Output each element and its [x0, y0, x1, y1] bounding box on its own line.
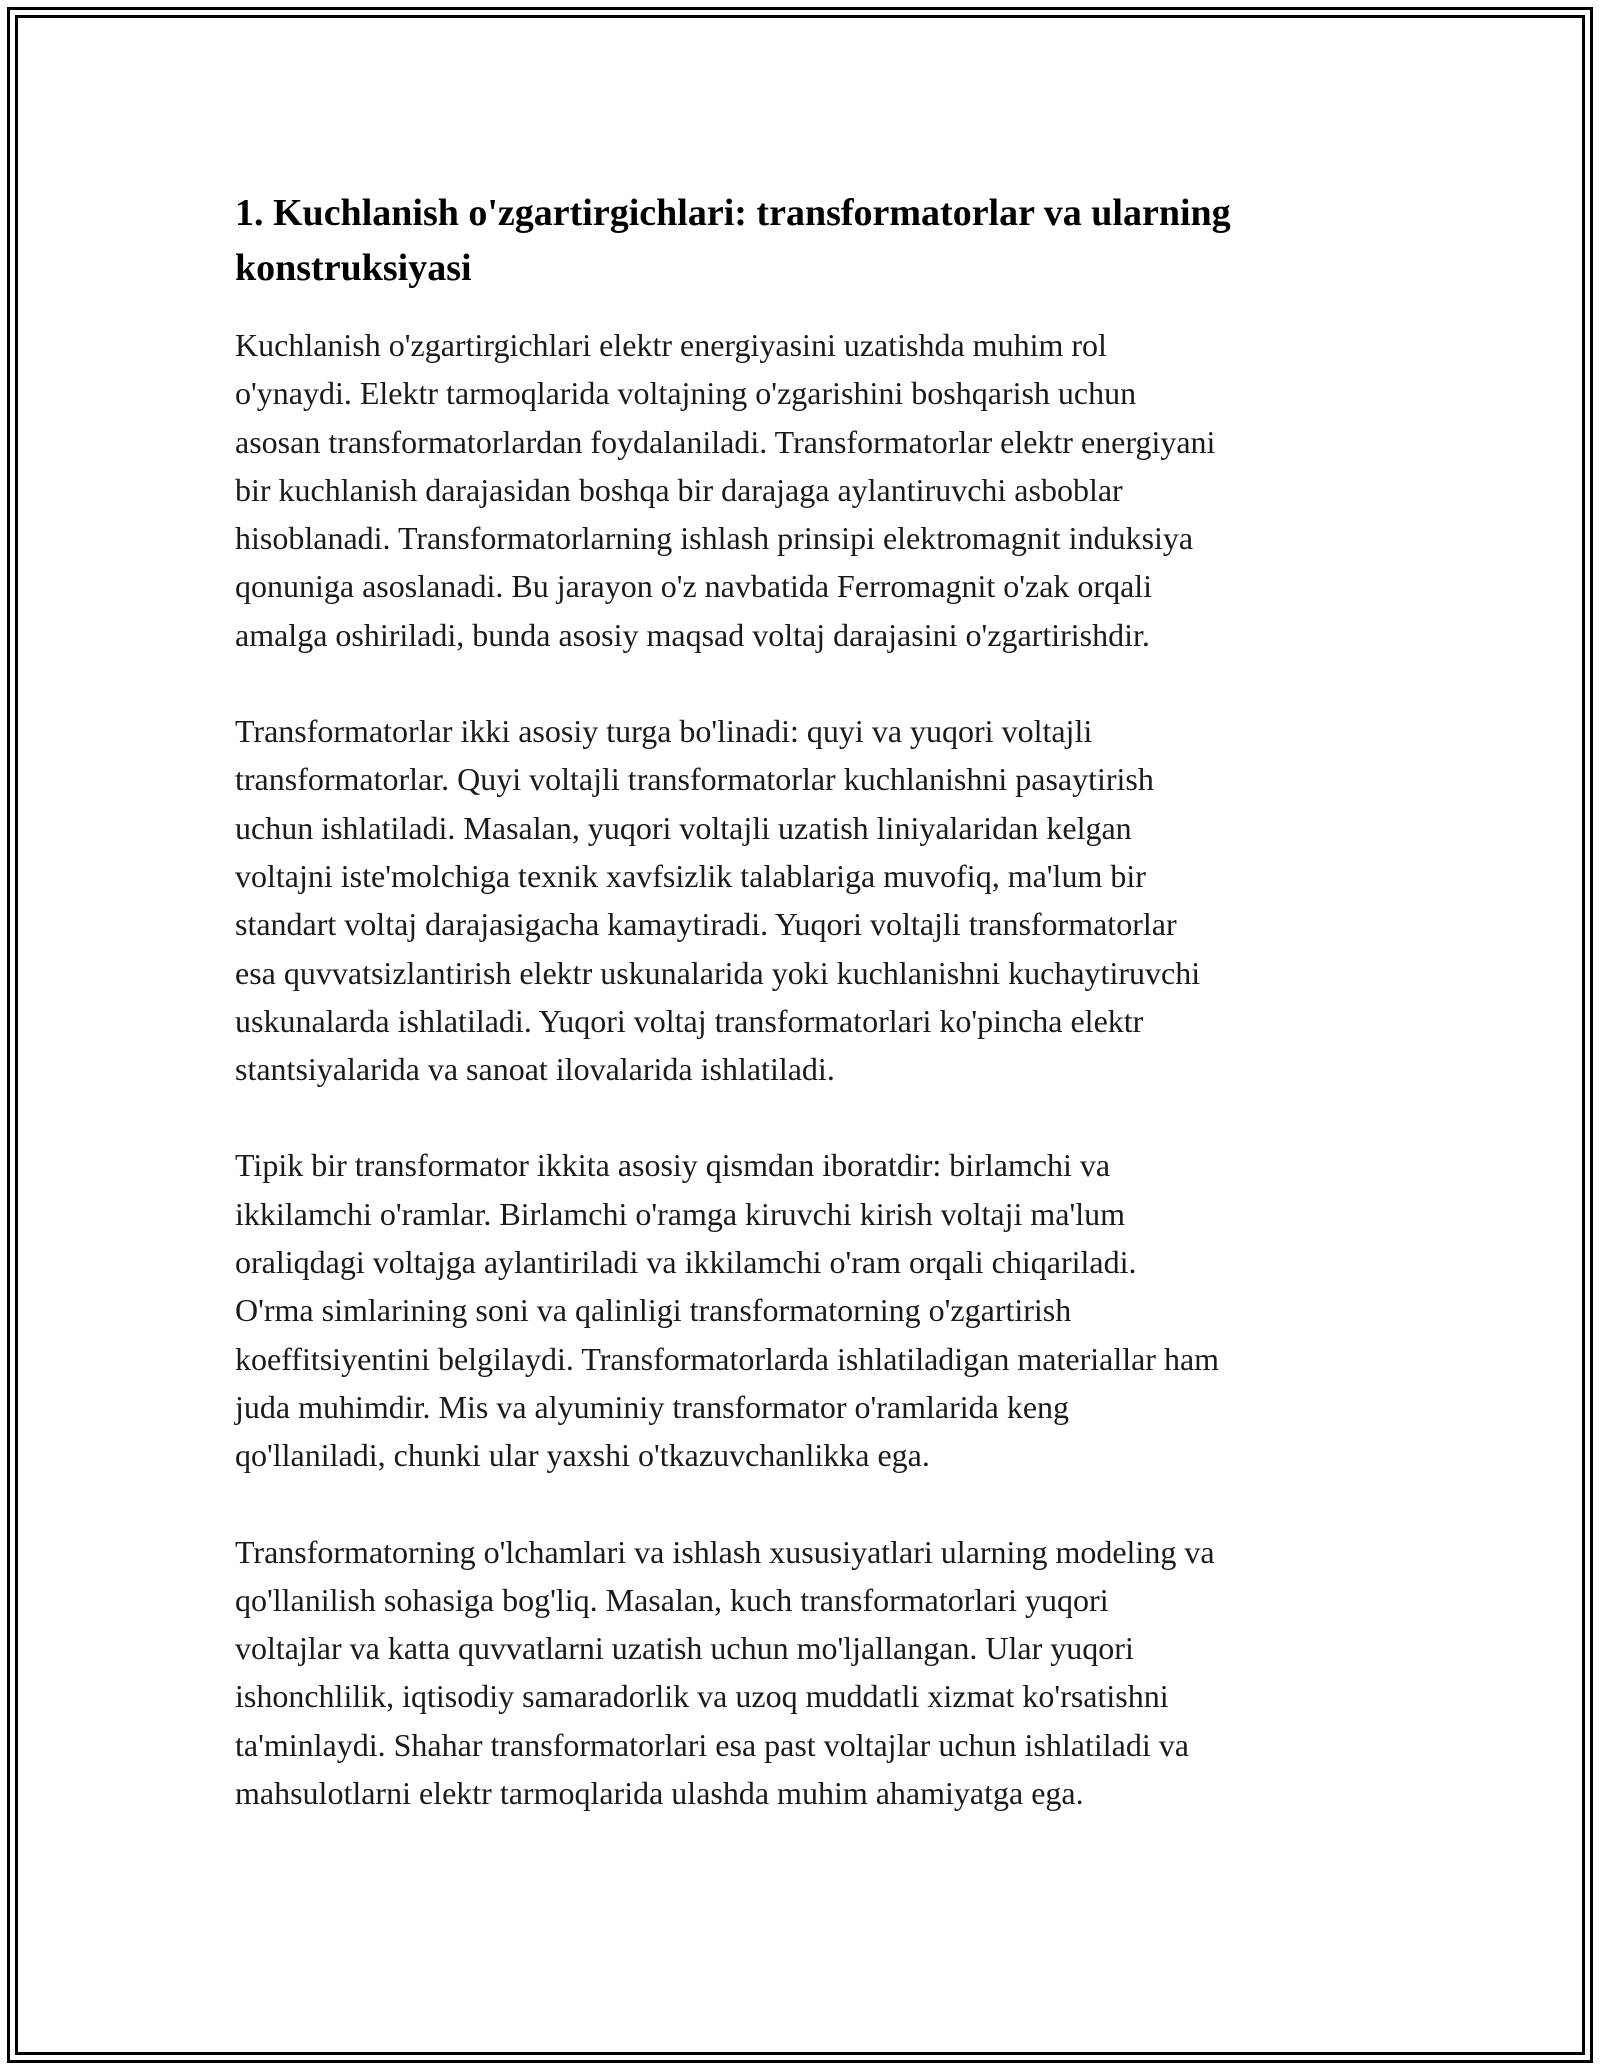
- text-line: Tipik bir transformator ikkita asosiy qismdan iboratdir: birlamchi va: [235, 1147, 1111, 1184]
- heading-line: konstruksiyasi: [235, 247, 472, 289]
- text-line: Transformatorning o'lchamlari va ishlash xususiyatlari ularning modeling va: [235, 1533, 1215, 1570]
- text-line: hisoblanadi. Transformatorlarning ishlash prinsipi elektromagnit induksiya: [235, 520, 1194, 557]
- text-line: qo'llanilish sohasiga bog'liq. Masalan, kuch transformatorlari yuqori: [235, 1581, 1109, 1618]
- text-line: ishonchlilik, iqtisodiy samaradorlik va uzoq muddatli xizmat ko'rsatishni: [235, 1678, 1169, 1715]
- text-line: juda muhimdir. Mis va alyuminiy transformator o'ramlarida keng: [235, 1388, 1070, 1425]
- heading-line: 1. Kuchlanish o'zgartirgichlari: transformatorlar va ularning: [235, 192, 1231, 234]
- text-line: voltajlar va katta quvvatlarni uzatish uchun mo'ljallangan. Ular yuqori: [235, 1630, 1134, 1667]
- paragraph-types: [235, 707, 1375, 1093]
- text-line: Transformatorlar ikki asosiy turga bo'linadi: quyi va yuqori voltajli: [235, 713, 1093, 750]
- text-line: esa quvvatsizlantirish elektr uskunalarida yoki kuchlanishni kuchaytiruvchi: [235, 954, 1201, 991]
- paragraph-intro: [235, 321, 1375, 659]
- text-line: qonuniga asoslanadi. Bu jarayon o'z navbatida Ferromagnit o'zak orqali: [235, 568, 1153, 605]
- text-line: koeffitsiyentini belgilaydi. Transformatorlarda ishlatiladigan materiallar ham: [235, 1340, 1220, 1377]
- text-line: asosan transformatorlardan foydalaniladi. Transformatorlar elektr energiyani: [235, 423, 1216, 460]
- text-line: stantsiyalarida va sanoat ilovalarida ishlatiladi.: [235, 1051, 835, 1088]
- text-line: ta'minlaydi. Shahar transformatorlari esa past voltajlar uchun ishlatiladi va: [235, 1726, 1189, 1763]
- text-line: mahsulotlarni elektr tarmoqlarida ulashda muhim ahamiyatga ega.: [235, 1775, 1084, 1812]
- paragraph-structure: [235, 1141, 1375, 1479]
- text-line: uskunalarda ishlatiladi. Yuqori voltaj transformatorlari ko'pincha elektr: [235, 1002, 1144, 1039]
- text-line: bir kuchlanish darajasidan boshqa bir darajaga aylantiruvchi asboblar: [235, 471, 1123, 508]
- text-line: o'ynaydi. Elektr tarmoqlarida voltajning o'zgarishini boshqarish uchun: [235, 375, 1137, 412]
- text-line: voltajni iste'molchiga texnik xavfsizlik talablariga muvofiq, ma'lum bir: [235, 857, 1146, 894]
- text-line: uchun ishlatiladi. Masalan, yuqori voltajli uzatish liniyalaridan kelgan: [235, 809, 1132, 846]
- text-line: O'rma simlarining soni va qalinligi transformatorning o'zgartirish: [235, 1292, 1072, 1329]
- text-line: transformatorlar. Quyi voltajli transformatorlar kuchlanishni pasaytirish: [235, 761, 1154, 798]
- text-line: amalga oshiriladi, bunda asosiy maqsad voltaj darajasini o'zgartirishdir.: [235, 616, 1150, 653]
- text-line: standart voltaj darajasigacha kamaytiradi. Yuqori voltajli transformatorlar: [235, 906, 1177, 943]
- text-line: Kuchlanish o'zgartirgichlari elektr energiyasini uzatishda muhim rol: [235, 327, 1107, 363]
- section-heading: [235, 186, 1375, 296]
- text-line: ikkilamchi o'ramlar. Birlamchi o'ramga kiruvchi kirish voltaji ma'lum: [235, 1195, 1125, 1232]
- paragraph-dimensions: [235, 1528, 1375, 1818]
- text-line: qo'llaniladi, chunki ular yaxshi o'tkazuvchanlikka ega.: [235, 1437, 930, 1474]
- document-body: [235, 186, 1375, 1865]
- text-line: oraliqdagi voltajga aylantiriladi va ikkilamchi o'ram orqali chiqariladi.: [235, 1244, 1137, 1281]
